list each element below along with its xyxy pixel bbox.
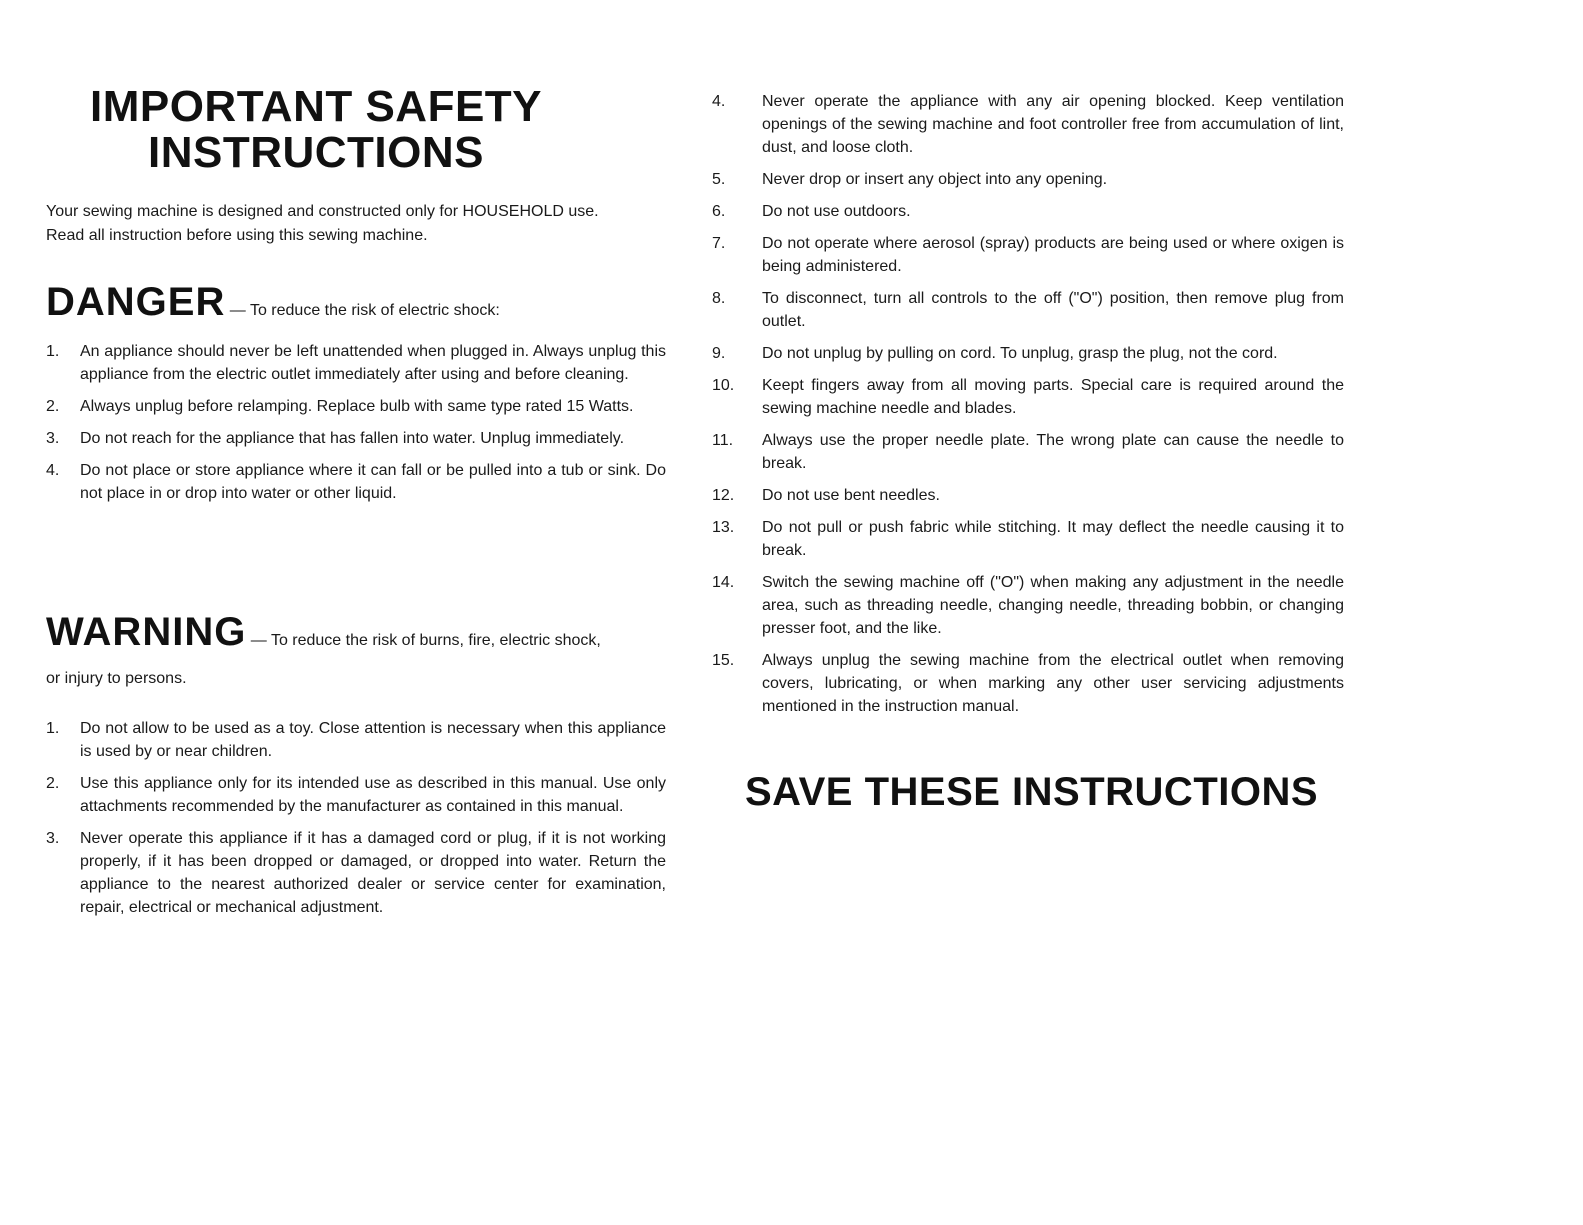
item-number: 5.: [712, 171, 726, 188]
item-text: Do not use outdoors.: [762, 203, 911, 220]
list-item: [46, 427, 666, 450]
item-number: 8.: [712, 290, 726, 307]
warning-list: [46, 717, 666, 928]
item-number: 2.: [46, 775, 60, 792]
item-number: 12.: [712, 487, 735, 504]
item-number: 7.: [712, 235, 726, 252]
intro-line-1: Your sewing machine is designed and constructed only for HOUSEHOLD use.: [46, 203, 599, 220]
item-text: Always unplug the sewing machine from the electrical outlet when removing covers, lubricating, or when marking any other user servicing adjustments mentioned in the instruction manual.: [762, 652, 1344, 715]
list-item: [46, 772, 666, 818]
item-number: 6.: [712, 203, 726, 220]
item-text: An appliance should never be left unattended when plugged in. Always unplug this appliance from the electric outlet immediately after using and before cleaning.: [80, 343, 666, 383]
item-number: 2.: [46, 398, 60, 415]
item-text: Switch the sewing machine off ("O") when making any adjustment in the needle area, such as threading needle, changing needle, threading bobbin, or changing presser foot, and the like.: [762, 574, 1344, 637]
title-line-1: IMPORTANT SAFETY: [89, 82, 543, 131]
item-text: Never operate this appliance if it has a damaged cord or plug, if it is not working properly, if it has been dropped or damaged, or dropped into water. Return the appliance to the nearest authorized dealer or service center for examination, repair, electrical or mechanical adjustment.: [80, 830, 666, 916]
list-item: [712, 200, 1344, 223]
list-item: [712, 232, 1344, 278]
list-item: [46, 395, 666, 418]
danger-heading: [46, 280, 686, 325]
list-item: [712, 90, 1344, 159]
warning-text: — To reduce the risk of burns, fire, electric shock,: [250, 632, 601, 649]
item-text: Use this appliance only for its intended use as described in this manual. Use only attachments recommended by the manufacturer as contained in this manual.: [80, 775, 666, 815]
page-title: [46, 84, 586, 176]
item-text: Do not allow to be used as a toy. Close attention is necessary when this appliance is used by or near children.: [80, 720, 666, 760]
item-text: Do not operate where aerosol (spray) products are being used or where oxigen is being administered.: [762, 235, 1344, 275]
item-number: 10.: [712, 377, 735, 394]
item-number: 15.: [712, 652, 735, 669]
danger-list: [46, 340, 666, 514]
item-text: Keept fingers away from all moving parts. Special care is required around the sewing machine needle and blades.: [762, 377, 1344, 417]
list-item: [712, 571, 1344, 640]
list-item: [46, 827, 666, 919]
list-item: [712, 516, 1344, 562]
list-item: [712, 342, 1344, 365]
item-number: 14.: [712, 574, 735, 591]
item-number: 1.: [46, 720, 60, 737]
list-item: [712, 649, 1344, 718]
warning-continuation: or injury to persons.: [46, 670, 187, 687]
item-number: 4.: [712, 93, 726, 110]
item-text: Always unplug before relamping. Replace bulb with same type rated 15 Watts.: [80, 398, 634, 415]
list-item: [712, 168, 1344, 191]
item-number: 4.: [46, 462, 60, 479]
list-item: [46, 459, 666, 505]
item-text: Do not pull or push fabric while stitching. It may deflect the needle causing it to break.: [762, 519, 1344, 559]
item-number: 1.: [46, 343, 60, 360]
warning-heading: [46, 610, 686, 655]
item-number: 9.: [712, 345, 726, 362]
list-item: [712, 429, 1344, 475]
continued-list: [712, 90, 1344, 727]
list-item: [712, 287, 1344, 333]
item-number: 13.: [712, 519, 735, 536]
list-item: [46, 340, 666, 386]
list-item: [46, 717, 666, 763]
item-text: Do not use bent needles.: [762, 487, 940, 504]
save-instructions-heading: SAVE THESE INSTRUCTIONS: [745, 770, 1319, 814]
intro: [46, 200, 676, 248]
danger-text: — To reduce the risk of electric shock:: [229, 302, 500, 319]
item-text: Always use the proper needle plate. The wrong plate can cause the needle to break.: [762, 432, 1344, 472]
list-item: [712, 374, 1344, 420]
item-text: Never drop or insert any object into any opening.: [762, 171, 1108, 188]
item-text: Do not reach for the appliance that has fallen into water. Unplug immediately.: [80, 430, 625, 447]
item-text: Do not place or store appliance where it can fall or be pulled into a tub or sink. Do not place in or drop into water or other liquid.: [80, 462, 666, 502]
item-text: Never operate the appliance with any air opening blocked. Keep ventilation openings of the sewing machine and foot controller free from accumulation of lint, dust, and loose cloth.: [762, 93, 1344, 156]
item-text: To disconnect, turn all controls to the off ("O") position, then remove plug from outlet.: [762, 290, 1344, 330]
item-number: 11.: [712, 432, 734, 449]
warning-word: WARNING: [46, 610, 247, 654]
item-number: 3.: [46, 430, 60, 447]
item-text: Do not unplug by pulling on cord. To unplug, grasp the plug, not the cord.: [762, 345, 1278, 362]
title-line-2: INSTRUCTIONS: [148, 128, 484, 177]
list-item: [712, 484, 1344, 507]
intro-line-2: Read all instruction before using this sewing machine.: [46, 227, 428, 244]
item-number: 3.: [46, 830, 60, 847]
danger-word: DANGER: [46, 280, 226, 324]
